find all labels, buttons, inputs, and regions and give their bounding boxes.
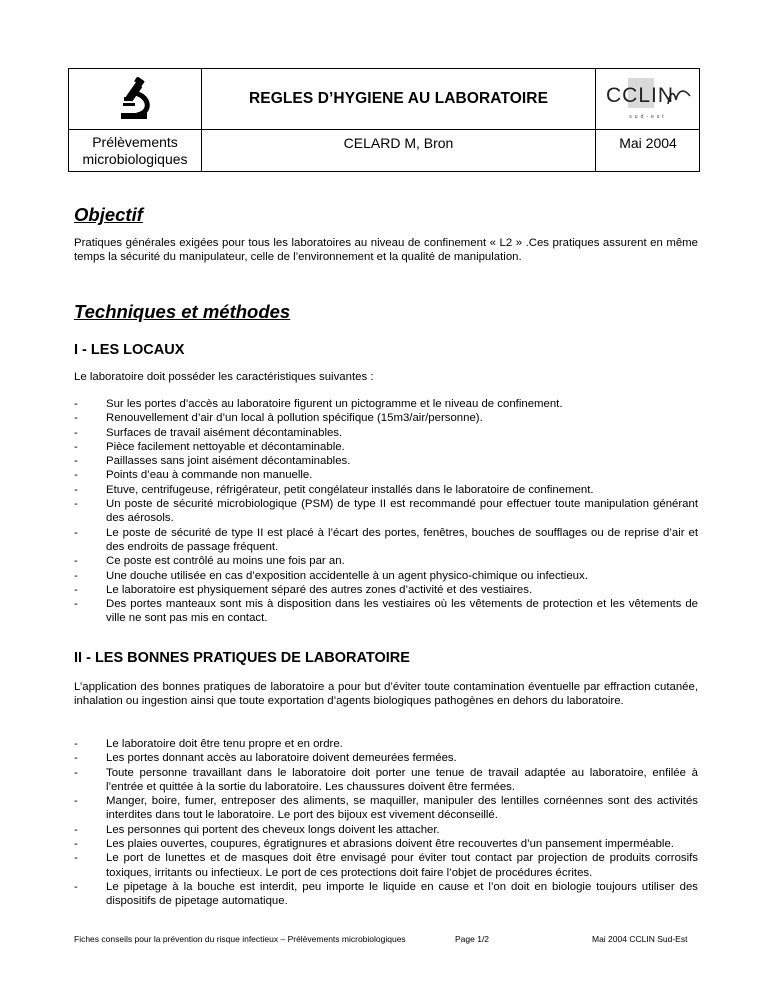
- objectif-text: Pratiques générales exigées pour tous les laboratoires au niveau de confinement « L2 » .Ces pratiques assurent en même temps la sécurité du manipulateur, celle de l’environnement et la qualité de manipulation.: [74, 237, 698, 264]
- list-item: - Paillasses sans joint aisément décontaminables.: [74, 454, 698, 468]
- pratiques-list: [74, 737, 698, 909]
- list-item: - Les portes donnant accès au laboratoire doivent demeurées fermées.: [74, 751, 698, 765]
- footer-page: Page 1/2: [455, 934, 490, 944]
- list-item: - Points d’eau à commande non manuelle.: [74, 468, 698, 482]
- list-item: - Le pipetage à la bouche est interdit, peu importe le liquide en cause et l’on doit en biologie toujours utiliser des dispositifs de pipetage automatique.: [74, 880, 698, 909]
- list-item: - Le poste de sécurité de type II est placé à l’écart des portes, fenêtres, bouches de soufflages ou de reprise d’air et des endroits de passage fréquent.: [74, 526, 698, 555]
- footer-right: Mai 2004 CCLIN Sud-Est: [592, 934, 688, 944]
- list-item: - Une douche utilisée en cas d’exposition accidentelle à un agent physico-chimique ou infectieux.: [74, 569, 698, 583]
- document-title: REGLES D’HYGIENE AU LABORATOIRE: [248, 90, 549, 107]
- category-line-1: Prélèvements: [92, 134, 178, 150]
- category-line-2: microbiologiques: [82, 151, 188, 167]
- list-item: - Les plaies ouvertes, coupures, égratignures et abrasions doivent être recouvertes d’un pansement imperméable.: [74, 837, 698, 851]
- objectif-heading: Objectif: [74, 204, 143, 225]
- logo-subtext: sud-est: [629, 114, 667, 120]
- list-item: - Le laboratoire est physiquement séparé des autres zones d’activité et des vestiaires.: [74, 583, 698, 597]
- list-item: - Pièce facilement nettoyable et décontaminable.: [74, 440, 698, 454]
- date: Mai 2004: [619, 134, 677, 151]
- locaux-list: [74, 397, 698, 626]
- list-item: - Renouvellement d’air d’un local à pollution spécifique (15m3/air/personne).: [74, 411, 698, 425]
- cclin-logo: [596, 69, 700, 129]
- locaux-heading: I - LES LOCAUX: [74, 342, 185, 358]
- list-item: - Ce poste est contrôlé au moins une fois par an.: [74, 554, 698, 568]
- logo-text: CCLIN: [606, 84, 675, 107]
- list-item: - Manger, boire, fumer, entreposer des aliments, se maquiller, manipuler des lentilles cornéennes sont des activités interdites dans tout le laboratoire. Le port des bijoux est vivement déconseillé.: [74, 794, 698, 823]
- author: CELARD M, Bron: [343, 134, 454, 151]
- locaux-intro: Le laboratoire doit posséder les caractéristiques suivantes :: [74, 371, 374, 383]
- list-item: - Toute personne travaillant dans le laboratoire doit porter une tenue de travail adaptée au laboratoire, enfilée à l’entrée et quittée à la sortie du laboratoire. Les chaussures doivent être fermées.: [74, 766, 698, 795]
- header-table: [68, 68, 700, 172]
- list-item: - Les personnes qui portent des cheveux longs doivent les attacher.: [74, 823, 698, 837]
- pratiques-heading: II - LES BONNES PRATIQUES DE LABORATOIRE: [74, 650, 410, 666]
- footer-left: Fiches conseils pour la prévention du risque infectieux – Prélèvements microbiologiques: [74, 934, 406, 944]
- techniques-heading: Techniques et méthodes: [74, 301, 291, 322]
- list-item: - Le port de lunettes et de masques doit être envisagé pour éviter tout contact par projection de produits corrosifs toxiques, irritants ou infectieux. Le port de ces protections doit faire l’objet de procédures écrites.: [74, 851, 698, 880]
- list-item: - Sur les portes d’accès au laboratoire figurent un pictogramme et le niveau de confinement.: [74, 397, 698, 411]
- list-item: - Le laboratoire doit être tenu propre et en ordre.: [74, 737, 698, 751]
- category-cell: [69, 130, 201, 172]
- list-item: - Etuve, centrifugeuse, réfrigérateur, petit congélateur installés dans le laboratoire de confinement.: [74, 483, 698, 497]
- list-item: - Des portes manteaux sont mis à disposition dans les vestiaires où les vêtements de protection et les vêtements de ville ne sont pas mis en contact.: [74, 597, 698, 626]
- list-item: - Surfaces de travail aisément décontaminables.: [74, 426, 698, 440]
- list-item: - Un poste de sécurité microbiologique (PSM) de type II est recommandé pour effectuer toute manipulation générant des aérosols.: [74, 497, 698, 526]
- pratiques-intro: L’application des bonnes pratiques de laboratoire a pour but d’éviter toute contamination éventuelle par effraction cutanée, inhalation ou ingestion ainsi que toute exportation d’agents biologiques pathogènes en dehors du laboratoire.: [74, 681, 698, 708]
- microscope-icon: [69, 69, 201, 129]
